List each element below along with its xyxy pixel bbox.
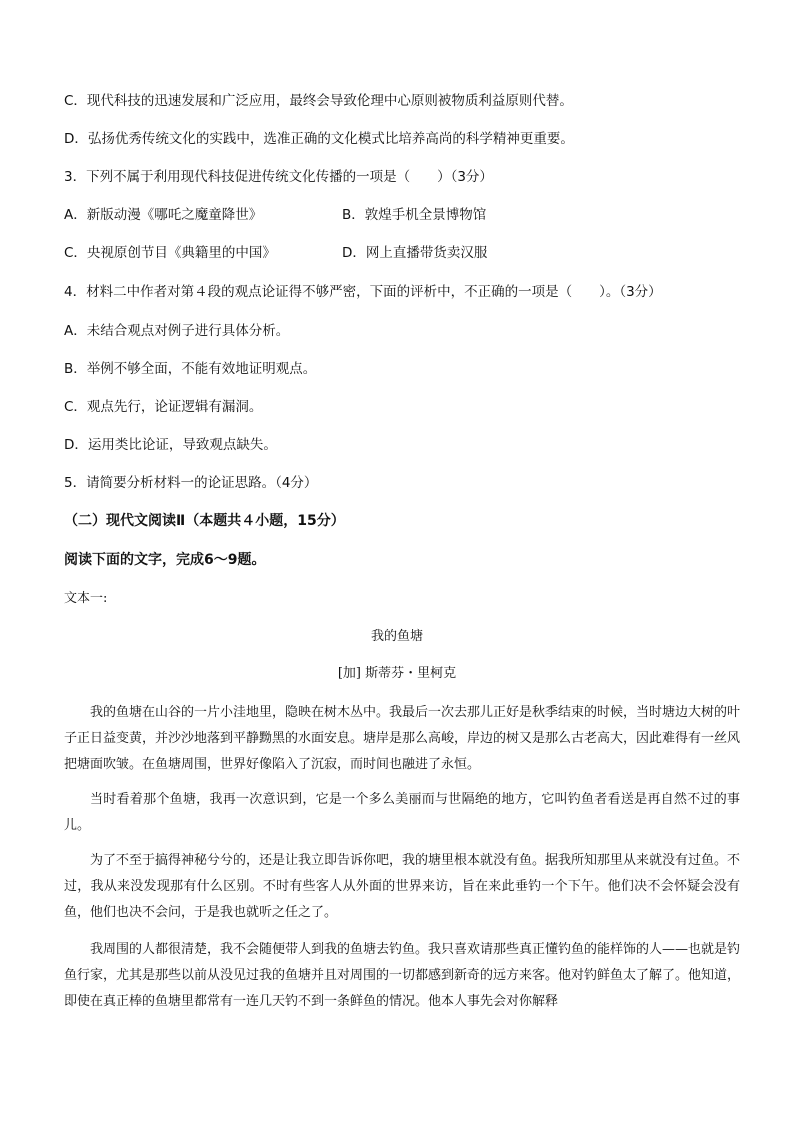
q3-option-d: D．网上直播带货卖汉服 — [342, 245, 488, 261]
text-label: 文本一: — [64, 591, 108, 606]
section-instruction: 阅读下面的文字，完成6～9题。 — [64, 552, 266, 568]
q4-option-b: B．举例不够全面，不能有效地证明观点。 — [64, 361, 317, 377]
q2-option-d: D．弘扬优秀传统文化的实践中，选准正确的文化模式比培养高尚的科学精神更重要。 — [64, 131, 574, 147]
q3-options-row-2 — [64, 244, 488, 262]
article-paragraph-3: 为了不至于搞得神秘兮兮的，还是让我立即告诉你吧，我的塘里根本就没有鱼。据我所知那里从来就没有过鱼。不过，我从来没发现那有什么区别。不时有些客人从外面的世界来访，旨在来此垂钓一个下午。他们决不会怀疑会没有鱼，他们也决不会问，于是我也就听之任之了。 — [64, 853, 741, 920]
q4-option-a: A．未结合观点对例子进行具体分析。 — [64, 323, 290, 339]
q4-option-c: C．观点先行，论证逻辑有漏洞。 — [64, 399, 263, 415]
q3-options-row-1 — [64, 206, 487, 224]
q3-stem: 3．下列不属于利用现代科技促进传统文化传播的一项是（ ）（3分） — [64, 169, 493, 185]
q3-option-b: B．敦煌手机全景博物馆 — [342, 207, 487, 223]
q2-option-c: C．现代科技的迅速发展和广泛应用，最终会导致伦理中心原则被物质利益原则代替。 — [64, 93, 573, 109]
q3-option-c: C．央视原创节目《典籍里的中国》 — [64, 245, 276, 261]
q5-stem: 5．请简要分析材料一的论证思路。（4分） — [64, 475, 318, 491]
article-title: 我的鱼塘 — [370, 629, 423, 644]
article-paragraph-2: 当时看着那个鱼塘，我再一次意识到，它是一个多么美丽而与世隔绝的地方，它叫钓鱼者看送是再自然不过的事儿。 — [64, 792, 740, 833]
q3-option-a: A．新版动漫《哪吒之魔童降世》 — [64, 207, 263, 223]
q4-option-d: D．运用类比论证，导致观点缺失。 — [64, 437, 277, 453]
q4-stem: 4．材料二中作者对第４段的观点论证得不够严密，下面的评析中，不正确的一项是（ ）。（3分） — [64, 284, 662, 300]
article-paragraph-4: 我周围的人都很清楚，我不会随便带人到我的鱼塘去钓鱼。我只喜欢请那些真正懂钓鱼的能样饰的人——也就是钓鱼行家，尤其是那些以前从没见过我的鱼塘并且对周围的一切都感到新奇的远方来客。他对钓鲜鱼太了解了。他知道，即使在真正棒的鱼塘里都常有一连几天钓不到一条鲜鱼的情况。他本人事先会对你解释 — [64, 942, 741, 1009]
section-heading: （二）现代文阅读Ⅱ（本题共４小题，15分） — [64, 513, 345, 529]
article-author: [加] 斯蒂芬・里柯克 — [337, 666, 457, 681]
article-paragraph-1: 我的鱼塘在山谷的一片小洼地里，隐映在树木丛中。我最后一次去那儿正好是秋季结束的时候，当时塘边大树的叶子正日益变黄，并沙沙地落到平静黝黑的水面安息。塘岸是那么高峻，岸边的树又是那么古老高大，因此难得有一丝风把塘面吹皱。在鱼塘周围，世界好像陷入了沉寂，而时间也融进了永恒。 — [64, 705, 741, 772]
